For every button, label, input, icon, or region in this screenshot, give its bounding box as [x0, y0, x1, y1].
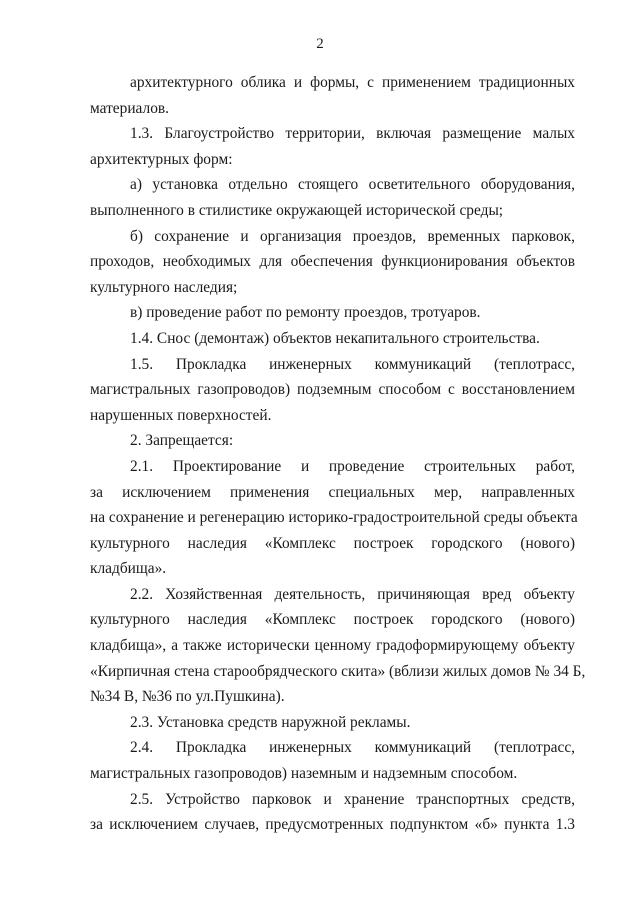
- text-line: «Кирпичная стена старообрядческого скита» (вблизи жилых домов № 34 Б,: [90, 662, 586, 680]
- text-line: в) проведение работ по ремонту проездов, тротуаров.: [130, 304, 481, 322]
- paragraph-p6: [90, 326, 575, 352]
- text-line: 2.3. Установка средств наружной рекламы.: [130, 713, 411, 731]
- paragraph-p5: [90, 300, 575, 326]
- paragraph-p8: [90, 428, 575, 454]
- text-line: 1.3. Благоустройство территории, включая размещение малых: [130, 125, 575, 143]
- text-line: 1.5. Прокладка инженерных коммуникаций (теплотрасс,: [130, 355, 575, 373]
- text-line: выполненного в стилистике окружающей исторической среды;: [90, 201, 504, 219]
- paragraph-p3: [90, 172, 575, 223]
- text-line: нарушенных поверхностей.: [90, 406, 272, 424]
- paragraph-p13: [90, 787, 575, 838]
- page-number: 2: [316, 36, 324, 52]
- text-line: культурного наследия «Комплекс построек городского (нового): [90, 611, 575, 629]
- text-line: за исключением применения специальных мер, направленных: [90, 483, 575, 501]
- text-line: культурного наследия «Комплекс построек городского (нового): [90, 534, 575, 552]
- text-line: проходов, необходимых для обеспечения функционирования объектов: [90, 253, 575, 271]
- text-line: архитектурных форм:: [90, 150, 233, 168]
- text-line: магистральных газопроводов) подземным способом с восстановлением: [90, 381, 575, 399]
- paragraph-p7: [90, 352, 575, 429]
- paragraph-p12: [90, 735, 575, 786]
- text-line: материалов.: [90, 99, 170, 117]
- text-line: а) установка отдельно стоящего осветительного оборудования,: [130, 176, 575, 194]
- text-line: б) сохранение и организация проездов, временных парковок,: [130, 227, 575, 245]
- text-line: 1.4. Снос (демонтаж) объектов некапитального строительства.: [130, 329, 540, 347]
- paragraph-p9: [90, 454, 578, 582]
- paragraph-p4: [90, 224, 575, 301]
- text-line: кладбища», а также исторически ценному градоформирующему объекту: [90, 637, 575, 655]
- text-line: архитектурного облика и формы, с применением традиционных: [130, 74, 575, 91]
- paragraph-p2: [90, 121, 575, 172]
- text-line: 2. Запрещается:: [130, 432, 234, 450]
- text-line: за исключением случаев, предусмотренных подпунктом «б» пункта 1.3: [90, 816, 575, 834]
- text-line: 2.4. Прокладка инженерных коммуникаций (теплотрасс,: [130, 739, 575, 757]
- text-line: магистральных газопроводов) наземным и надземным способом.: [90, 765, 518, 783]
- text-line: на сохранение и регенерацию историко-градостроительной среды объекта: [90, 509, 578, 527]
- text-line: 2.5. Устройство парковок и хранение транспортных средств,: [130, 790, 575, 808]
- paragraph-p11: [90, 710, 575, 736]
- text-line: культурного наследия;: [90, 278, 238, 296]
- paragraph-p1: [90, 70, 575, 121]
- text-line: кладбища».: [90, 560, 167, 578]
- text-line: 2.2. Хозяйственная деятельность, причиняющая вред объекту: [130, 585, 575, 603]
- paragraph-p10: [90, 582, 586, 710]
- text-line: 2.1. Проектирование и проведение строительных работ,: [130, 457, 575, 475]
- text-line: №34 В, №36 по ул.Пушкина).: [90, 688, 285, 706]
- document-body: [90, 70, 586, 838]
